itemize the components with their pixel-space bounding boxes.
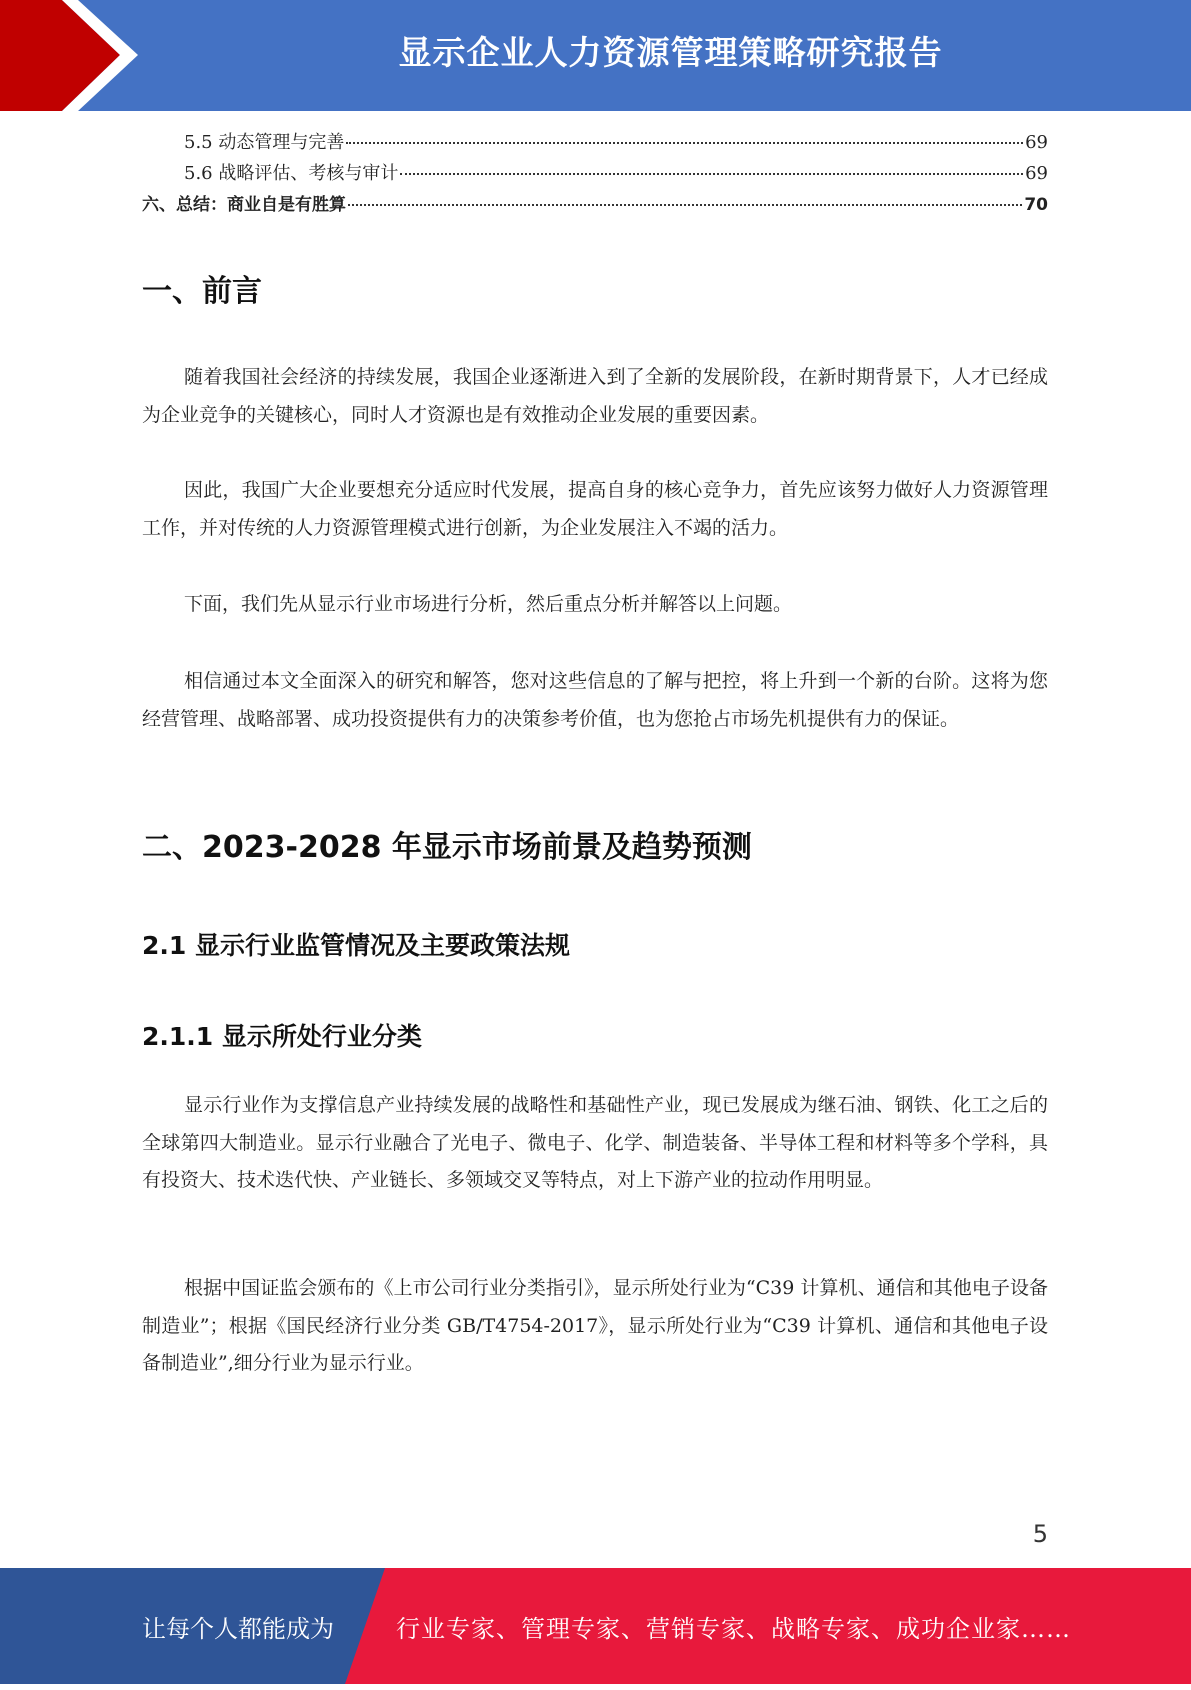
paragraph: 相信通过本文全面深入的研究和解答，您对这些信息的了解与把控，将上升到一个新的台阶。这将为您经营管理、战略部署、成功投资提供有力的决策参考价值，也为您抢占市场先机提供有力的保证。	[142, 670, 1048, 730]
toc-leader-dots	[400, 173, 1023, 175]
report-title: 显示企业人力资源管理策略研究报告	[398, 33, 943, 72]
footer-slogan-right: 行业专家、管理专家、营销专家、战略专家、成功企业家……	[396, 1615, 1071, 1643]
toc-entry[interactable]	[142, 190, 1048, 221]
header-arrow-decoration	[0, 0, 160, 111]
subsection-heading-regulation: 2.1 显示行业监管情况及主要政策法规	[142, 931, 570, 960]
toc-entry-label: 5.6 战略评估、考核与审计	[184, 163, 399, 184]
toc-entry-label: 5.5 动态管理与完善	[184, 132, 345, 153]
page-header	[0, 0, 1191, 111]
footer-slogan-left: 让每个人都能成为	[142, 1615, 334, 1643]
toc-entry-page: 70	[1024, 195, 1048, 215]
paragraph: 显示行业作为支撑信息产业持续发展的战略性和基础性产业，现已发展成为继石油、钢铁、化工之后的全球第四大制造业。显示行业融合了光电子、微电子、化学、制造装备、半导体工程和材料等多个学科，具有投资大、技术迭代快、产业链长、多领域交叉等特点，对上下游产业的拉动作用明显。	[142, 1094, 1048, 1191]
toc-leader-dots	[348, 204, 1022, 206]
subsubsection-heading-classification: 2.1.1 显示所处行业分类	[142, 1022, 422, 1051]
table-of-contents	[142, 128, 1048, 221]
section-heading-preface: 一、前言	[142, 274, 262, 309]
toc-entry-page: 69	[1025, 163, 1048, 184]
toc-entry[interactable]	[142, 159, 1048, 190]
paragraph: 下面，我们先从显示行业市场进行分析，然后重点分析并解答以上问题。	[184, 593, 793, 615]
page-number: 5	[1032, 1520, 1048, 1548]
page-footer	[0, 1568, 1191, 1684]
paragraph: 随着我国社会经济的持续发展，我国企业逐渐进入到了全新的发展阶段，在新时期背景下，人才已经成为企业竞争的关键核心，同时人才资源也是有效推动企业发展的重要因素。	[142, 366, 1048, 426]
section-heading-market: 二、2023-2028 年显示市场前景及趋势预测	[142, 830, 752, 865]
toc-entry[interactable]	[142, 128, 1048, 159]
toc-entry-page: 69	[1025, 132, 1048, 153]
paragraph: 因此，我国广大企业要想充分适应时代发展，提高自身的核心竞争力，首先应该努力做好人力资源管理工作，并对传统的人力资源管理模式进行创新，为企业发展注入不竭的活力。	[142, 479, 1048, 539]
toc-leader-dots	[346, 142, 1023, 144]
paragraph: 根据中国证监会颁布的《上市公司行业分类指引》，显示所处行业为“C39 计算机、通信和其他电子设备制造业”；根据《国民经济行业分类 GB/T4754-2017》，显示所处行业为“C39 计算机、通信和其他电子设备制造业”,细分行业为显示行业。	[142, 1277, 1048, 1374]
toc-entry-label: 六、总结：商业自是有胜算	[142, 195, 346, 215]
